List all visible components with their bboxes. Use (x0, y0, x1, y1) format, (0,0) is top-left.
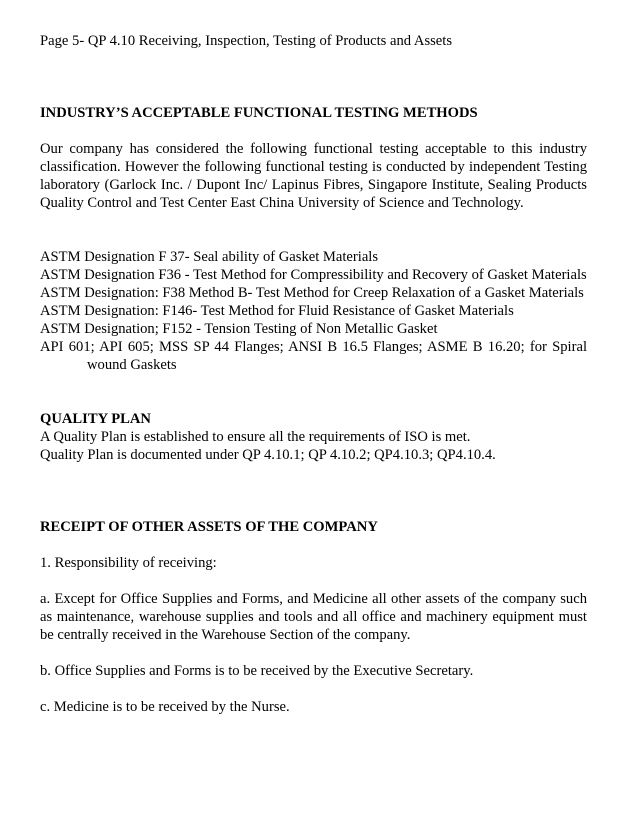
receipt-heading: RECEIPT OF OTHER ASSETS OF THE COMPANY (40, 519, 378, 535)
testing-methods-heading: INDUSTRY’S ACCEPTABLE FUNCTIONAL TESTING METHODS (40, 105, 478, 121)
spacer (40, 644, 587, 662)
spacer (40, 212, 587, 248)
standard-f152: ASTM Designation; F152 - Tension Testing of Non Metallic Gasket (40, 321, 438, 337)
receipt-paragraph-b: b. Office Supplies and Forms is to be received by the Executive Secretary. (40, 663, 474, 679)
page-header: Page 5- QP 4.10 Receiving, Inspection, Testing of Products and Assets (40, 33, 453, 49)
quality-plan-line-2: Quality Plan is documented under QP 4.10.1; QP 4.10.2; QP4.10.3; QP4.10.4. (40, 447, 496, 463)
standard-api-flanges: API 601; API 605; MSS SP 44 Flanges; ANSI B 16.5 Flanges; ASME B 16.20; for Spiral wound Gaskets (40, 339, 587, 373)
testing-standards-list (40, 248, 587, 374)
receipt-paragraph-a: a. Except for Office Supplies and Forms, and Medicine all other assets of the company such as maintenance, warehouse supplies and tools and all office and machinery equipment must be centrally received in the Warehouse Section of the company. (40, 591, 587, 643)
standard-f37: ASTM Designation F 37- Seal ability of Gasket Materials (40, 249, 379, 265)
standard-f36: ASTM Designation F36 - Test Method for Compressibility and Recovery of Gasket Materials (40, 267, 587, 283)
receipt-paragraph-c: c. Medicine is to be received by the Nurse. (40, 699, 290, 715)
spacer (40, 122, 587, 140)
spacer (40, 572, 587, 590)
spacer (40, 50, 587, 104)
spacer (40, 464, 587, 518)
receipt-item-1: 1. Responsibility of receiving: (40, 555, 217, 571)
quality-plan-line-1: A Quality Plan is established to ensure all the requirements of ISO is met. (40, 429, 471, 445)
standard-f146: ASTM Designation: F146- Test Method for Fluid Resistance of Gasket Materials (40, 303, 514, 319)
spacer (40, 536, 587, 554)
standard-f38: ASTM Designation: F38 Method B- Test Method for Creep Relaxation of a Gasket Materials (40, 285, 584, 301)
spacer (40, 680, 587, 698)
quality-plan-heading: QUALITY PLAN (40, 411, 151, 427)
document-page (40, 32, 587, 716)
testing-methods-paragraph: Our company has considered the following functional testing acceptable to this industry classification. However the following functional testing is conducted by independent Testing laboratory (Garlock Inc. / Dupont Inc/ Lapinus Fibres, Singapore Institute, Sealing Products Quality Control and Test Center East China University of Science and Technology. (40, 141, 587, 211)
spacer (40, 374, 587, 410)
